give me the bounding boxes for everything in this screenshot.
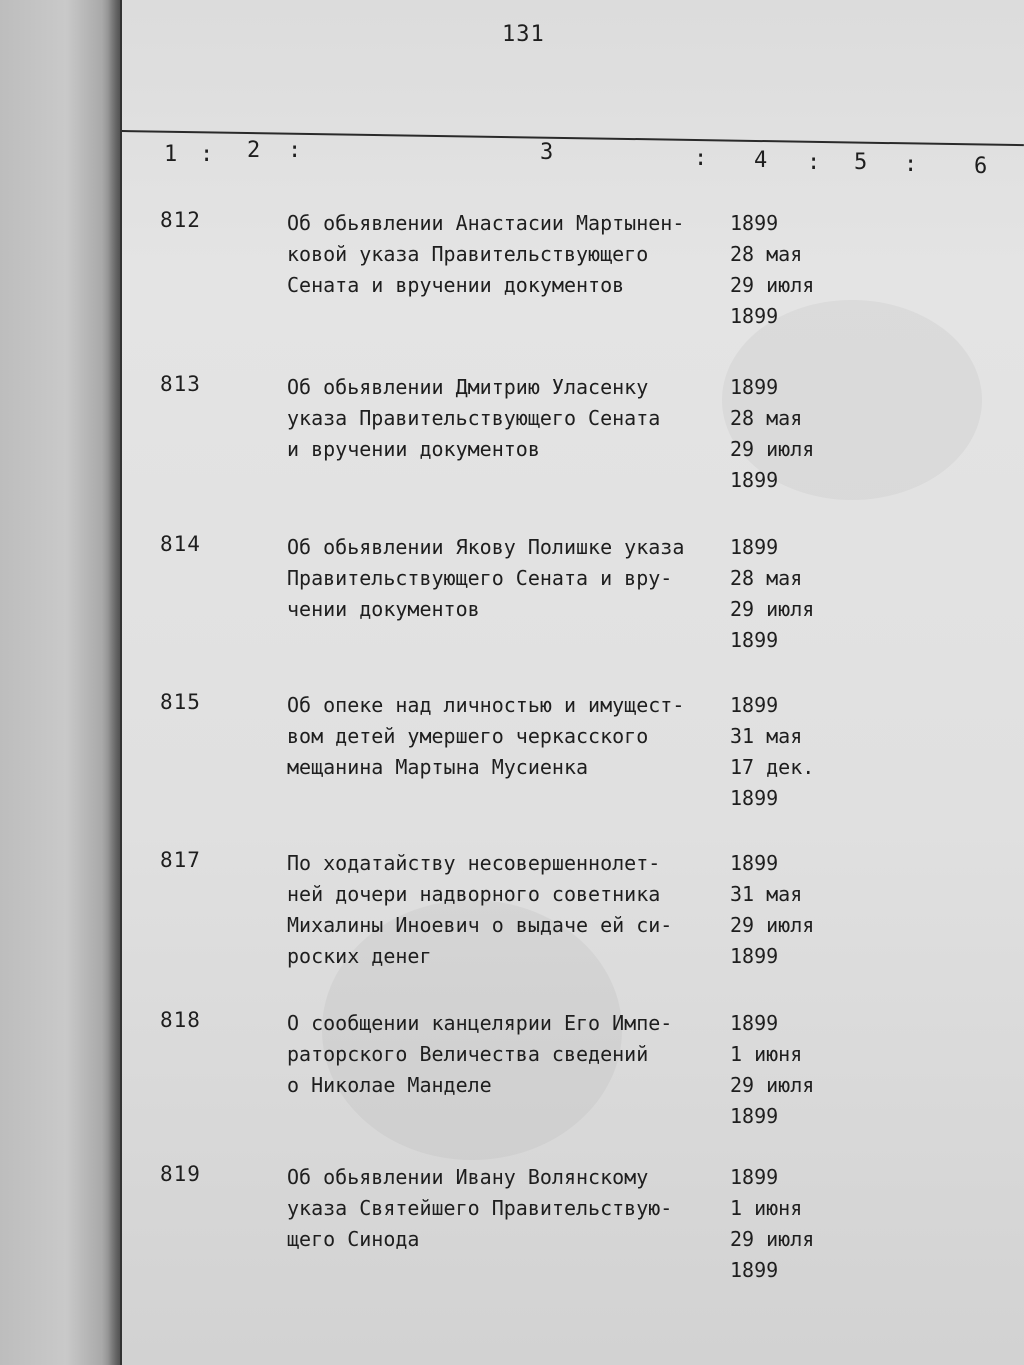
entry-number: 817 [160,848,201,872]
description-line: роских денег [287,944,432,968]
date-line: 29 июля [730,273,815,297]
description-line: чении документов [287,597,480,621]
entry-description [287,690,727,783]
column-header-4: 4 [754,148,768,173]
date-line: 1899 [730,304,779,328]
entry-row [122,1162,1024,1302]
column-separator: : [200,142,214,167]
entry-number: 813 [160,372,201,396]
entry-number: 815 [160,690,201,714]
entry-description [287,848,727,972]
description-line: По ходатайству несовершеннолет- [287,851,661,875]
description-line: ней дочери надворного советника [287,882,661,906]
entry-description [287,208,727,301]
entry-row [122,532,1024,672]
column-header-3: 3 [540,140,554,165]
date-line: 1899 [730,1104,779,1128]
entry-description [287,1162,727,1255]
facing-page-edge [0,0,120,1365]
description-line: вом детей умершего черкасского [287,724,649,748]
entry-dates [730,690,860,814]
entry-row [122,848,1024,988]
description-line: Михалины Иноевич о выдаче ей си- [287,913,673,937]
date-line: 1899 [730,786,779,810]
entry-dates [730,848,860,972]
date-line: 31 мая [730,882,803,906]
description-line: Правительствующего Сената и вру- [287,566,673,590]
description-line: щего Синода [287,1227,420,1251]
description-line: указа Правительствующего Сената [287,406,661,430]
date-line: 29 июля [730,913,815,937]
entry-row [122,1008,1024,1148]
entry-description [287,372,727,465]
column-separator: : [288,138,302,163]
description-line: Сената и вручении документов [287,273,625,297]
description-line: мещанина Мартына Мусиенка [287,755,589,779]
entry-number: 819 [160,1162,201,1186]
description-line: и вручении документов [287,437,540,461]
entry-row [122,208,1024,348]
entry-description [287,1008,727,1101]
date-line: 1899 [730,375,779,399]
date-line: 1899 [730,944,779,968]
date-line: 1899 [730,211,779,235]
column-header-2: 2 [247,138,261,163]
date-line: 17 дек. [730,755,815,779]
description-line: ковой указа Правительствующего [287,242,649,266]
entry-dates [730,532,860,656]
entry-number: 818 [160,1008,201,1032]
description-line: О сообщении канцелярии Его Импе- [287,1011,673,1035]
description-line: Об обьявлении Анастасии Мартынен- [287,211,685,235]
date-line: 1899 [730,468,779,492]
document-page [122,0,1024,1365]
entry-dates [730,208,860,332]
date-line: 29 июля [730,1073,815,1097]
entry-number: 814 [160,532,201,556]
date-line: 29 июля [730,597,815,621]
date-line: 1899 [730,628,779,652]
entry-dates [730,372,860,496]
description-line: раторского Величества сведений [287,1042,649,1066]
date-line: 1 июня [730,1196,803,1220]
date-line: 29 июля [730,437,815,461]
entry-dates [730,1008,860,1132]
date-line: 1899 [730,1165,779,1189]
column-headers [122,138,1024,178]
date-line: 29 июля [730,1227,815,1251]
date-line: 28 мая [730,406,803,430]
date-line: 1899 [730,1011,779,1035]
column-separator: : [807,150,821,175]
date-line: 1899 [730,535,779,559]
date-line: 1899 [730,1258,779,1282]
entry-number: 812 [160,208,201,232]
column-header-1: 1 [164,142,178,167]
date-line: 1 июня [730,1042,803,1066]
entry-description [287,532,727,625]
description-line: Об обьявлении Якову Полишке указа [287,535,685,559]
description-line: Об обьявлении Ивану Волянскому [287,1165,649,1189]
date-line: 28 мая [730,566,803,590]
entry-row [122,690,1024,830]
date-line: 28 мая [730,242,803,266]
column-separator: : [904,152,918,177]
date-line: 1899 [730,693,779,717]
page-number: 131 [502,22,545,47]
entry-dates [730,1162,860,1286]
description-line: о Николае Манделе [287,1073,492,1097]
date-line: 31 мая [730,724,803,748]
date-line: 1899 [730,851,779,875]
description-line: указа Святейшего Правительствую- [287,1196,673,1220]
description-line: Об опеке над личностью и имущест- [287,693,685,717]
entry-row [122,372,1024,512]
column-header-6: 6 [974,154,988,179]
column-separator: : [694,146,708,171]
column-header-5: 5 [854,150,868,175]
description-line: Об обьявлении Дмитрию Уласенку [287,375,649,399]
